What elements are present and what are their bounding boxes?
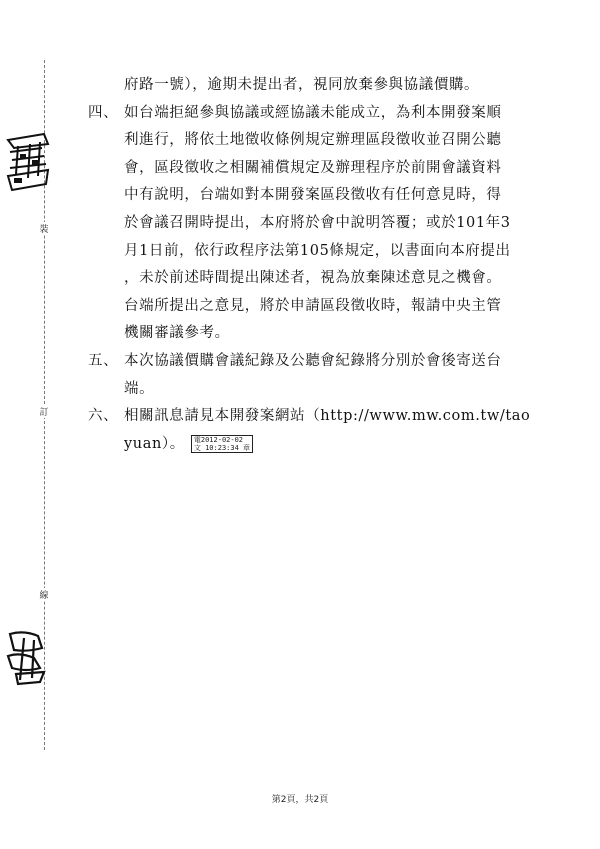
- item-4: [88, 100, 558, 348]
- item-number: 六、: [88, 408, 119, 425]
- binding-mark-top: 裝: [36, 222, 52, 235]
- binding-mark-middle: 訂: [36, 405, 52, 418]
- electronic-timestamp: [191, 435, 253, 453]
- binding-mark-bottom: 線: [36, 588, 52, 601]
- item-text-line: 台端所提出之意見，將於申請區段徵收時，報請中央主管: [124, 297, 502, 314]
- item-text-line: 端。: [124, 380, 155, 397]
- page-number: 第2頁，共2頁: [271, 795, 329, 805]
- item-6: [88, 403, 558, 458]
- item-text-line: 利進行，將依土地徵收條例規定辦理區段徵收並召開公聽: [124, 132, 502, 149]
- item-text-line: 月1日前，依行政程序法第105條規定，以書面向本府提出: [124, 242, 511, 259]
- item-5: [88, 348, 558, 403]
- item-number: 四、: [88, 104, 119, 121]
- item-text-line: 相關訊息請見本開發案網站（http://www.mw.com.tw/tao: [124, 408, 531, 425]
- item-text-line: 機關審議參考。: [124, 325, 230, 342]
- seal-stamp-bottom: [4, 628, 50, 686]
- item-text-line: ，未於前述時間提出陳述者，視為放棄陳述意見之機會。: [124, 270, 502, 287]
- timestamp-line-2: 文 10:23:34 章: [193, 443, 251, 452]
- item-text-line: 於會議召開時提出，本府將於會中說明答覆；或於101年3: [124, 214, 511, 231]
- item-text-line: 會，區段徵收之相關補償規定及辦理程序於前開會議資料: [124, 159, 502, 176]
- document-body: [88, 72, 558, 458]
- item-text-line: 中有說明，台端如對本開發案區段徵收有任何意見時，得: [124, 187, 502, 204]
- item-3-continuation: 府路一號），逾期未提出者，視同放棄參與協議價購。: [124, 77, 480, 93]
- seal-stamp-top: [4, 130, 52, 198]
- item-text-line: yuan）。: [124, 435, 185, 452]
- item-text-line: 如台端拒絕參與協議或經協議未能成立，為利本開發案順: [124, 104, 502, 121]
- item-number: 五、: [88, 352, 119, 369]
- timestamp-line-1: 電2012-02-02: [193, 435, 244, 444]
- item-text-line: 本次協議價購會議紀錄及公聽會紀錄將分別於會後寄送台: [124, 352, 502, 369]
